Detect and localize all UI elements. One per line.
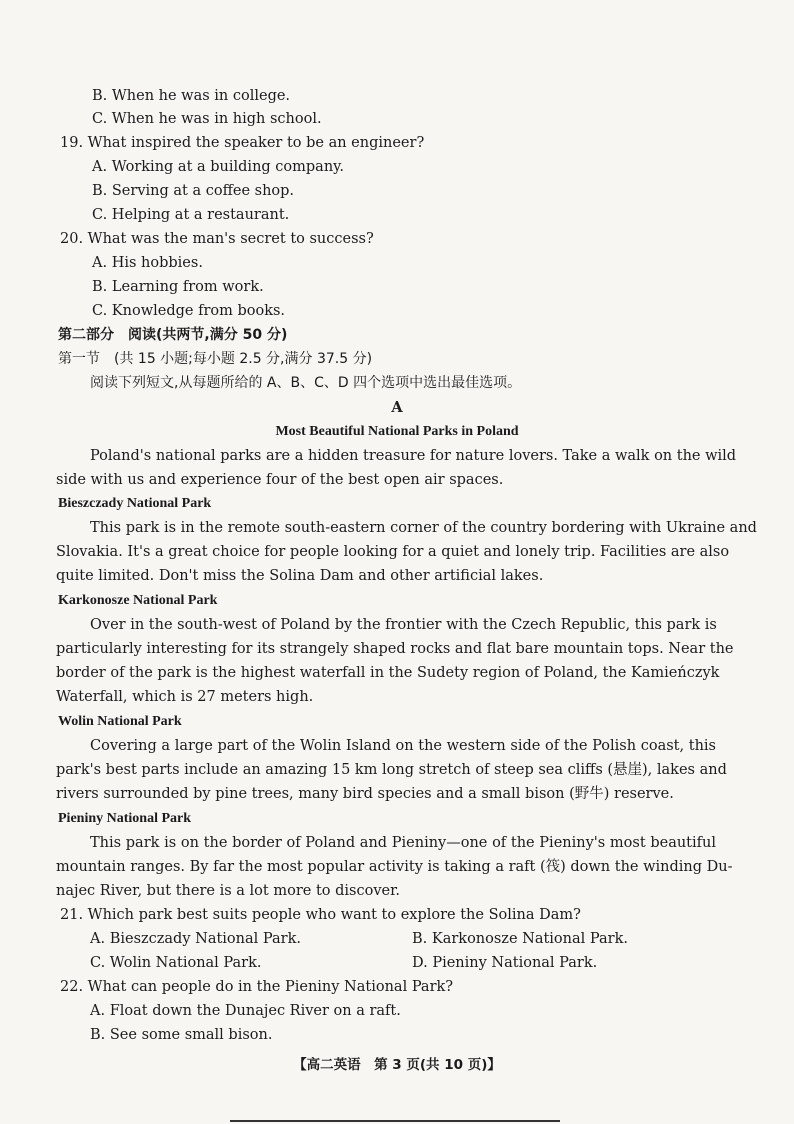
park-heading: Bieszczady National Park <box>58 496 212 511</box>
q21-option-a: A. Bieszczady National Park. <box>90 931 301 947</box>
q20-stem: 20. What was the man's secret to success? <box>60 231 374 247</box>
part-title: 第二部分 阅读(共两节,满分 50 分) <box>58 327 288 343</box>
q22-option-b: B. See some small bison. <box>90 1027 273 1043</box>
q20-option-c: C. Knowledge from books. <box>92 303 286 319</box>
park-text-line: This park is on the border of Poland and Pieniny—one of the Pieniny's most beautiful <box>90 835 716 851</box>
q19-option-a: A. Working at a building company. <box>92 159 345 175</box>
bottom-rule <box>230 1120 560 1122</box>
q18-option-c: C. When he was in high school. <box>92 111 322 127</box>
park-text-line: park's best parts include an amazing 15 km long stretch of steep sea cliffs (悬崖), lakes and <box>56 762 727 778</box>
page-footer: 【高二英语 第 3 页(共 10 页)】 <box>293 1057 501 1073</box>
park-text-line: Covering a large part of the Wolin Island on the western side of the Polish coast, this <box>90 738 716 754</box>
park-text-line: particularly interesting for its strangely shaped rocks and flat bare mountain tops. Near the <box>56 641 734 657</box>
section-title: 第一节 (共 15 小题;每小题 2.5 分,满分 37.5 分) <box>58 351 373 367</box>
passage-title: Most Beautiful National Parks in Poland <box>275 424 519 439</box>
park-heading: Wolin National Park <box>58 714 182 729</box>
park-text-line: mountain ranges. By far the most popular activity is taking a raft (筏) down the winding Du- <box>56 859 733 875</box>
q20-option-b: B. Learning from work. <box>92 279 264 295</box>
q18-option-b: B. When he was in college. <box>92 88 291 104</box>
park-text-line: border of the park is the highest waterfall in the Sudety region of Poland, the Kamieńczyk <box>56 665 720 681</box>
q19-option-c: C. Helping at a restaurant. <box>92 207 290 223</box>
q19-stem: 19. What inspired the speaker to be an engineer? <box>60 135 425 151</box>
park-text-line: Slovakia. It's a great choice for people looking for a quiet and lonely trip. Facilities are also <box>56 544 730 560</box>
park-text-line: rivers surrounded by pine trees, many bird species and a small bison (野牛) reserve. <box>56 786 674 802</box>
passage-letter: A <box>391 399 403 416</box>
intro-line: Poland's national parks are a hidden treasure for nature lovers. Take a walk on the wild <box>90 448 737 464</box>
park-heading: Pieniny National Park <box>58 811 192 826</box>
q21-option-c: C. Wolin National Park. <box>90 955 262 971</box>
park-text-line: najec River, but there is a lot more to discover. <box>56 883 401 899</box>
park-text-line: This park is in the remote south-eastern corner of the country bordering with Ukraine and <box>90 520 757 536</box>
q21-option-b: B. Karkonosze National Park. <box>412 931 628 947</box>
instruction: 阅读下列短文,从每题所给的 A、B、C、D 四个选项中选出最佳选项。 <box>90 375 522 391</box>
park-text-line: Over in the south-west of Poland by the frontier with the Czech Republic, this park is <box>90 617 717 633</box>
park-heading: Karkonosze National Park <box>58 593 218 608</box>
intro-line: side with us and experience four of the best open air spaces. <box>56 472 504 488</box>
q22-option-a: A. Float down the Dunajec River on a raft. <box>90 1003 401 1019</box>
q20-option-a: A. His hobbies. <box>92 255 203 271</box>
q21-stem: 21. Which park best suits people who want to explore the Solina Dam? <box>60 907 581 923</box>
q21-option-d: D. Pieniny National Park. <box>412 955 598 971</box>
park-text-line: Waterfall, which is 27 meters high. <box>56 689 314 705</box>
park-text-line: quite limited. Don't miss the Solina Dam and other artificial lakes. <box>56 568 544 584</box>
q22-stem: 22. What can people do in the Pieniny National Park? <box>60 979 454 995</box>
q19-option-b: B. Serving at a coffee shop. <box>92 183 295 199</box>
